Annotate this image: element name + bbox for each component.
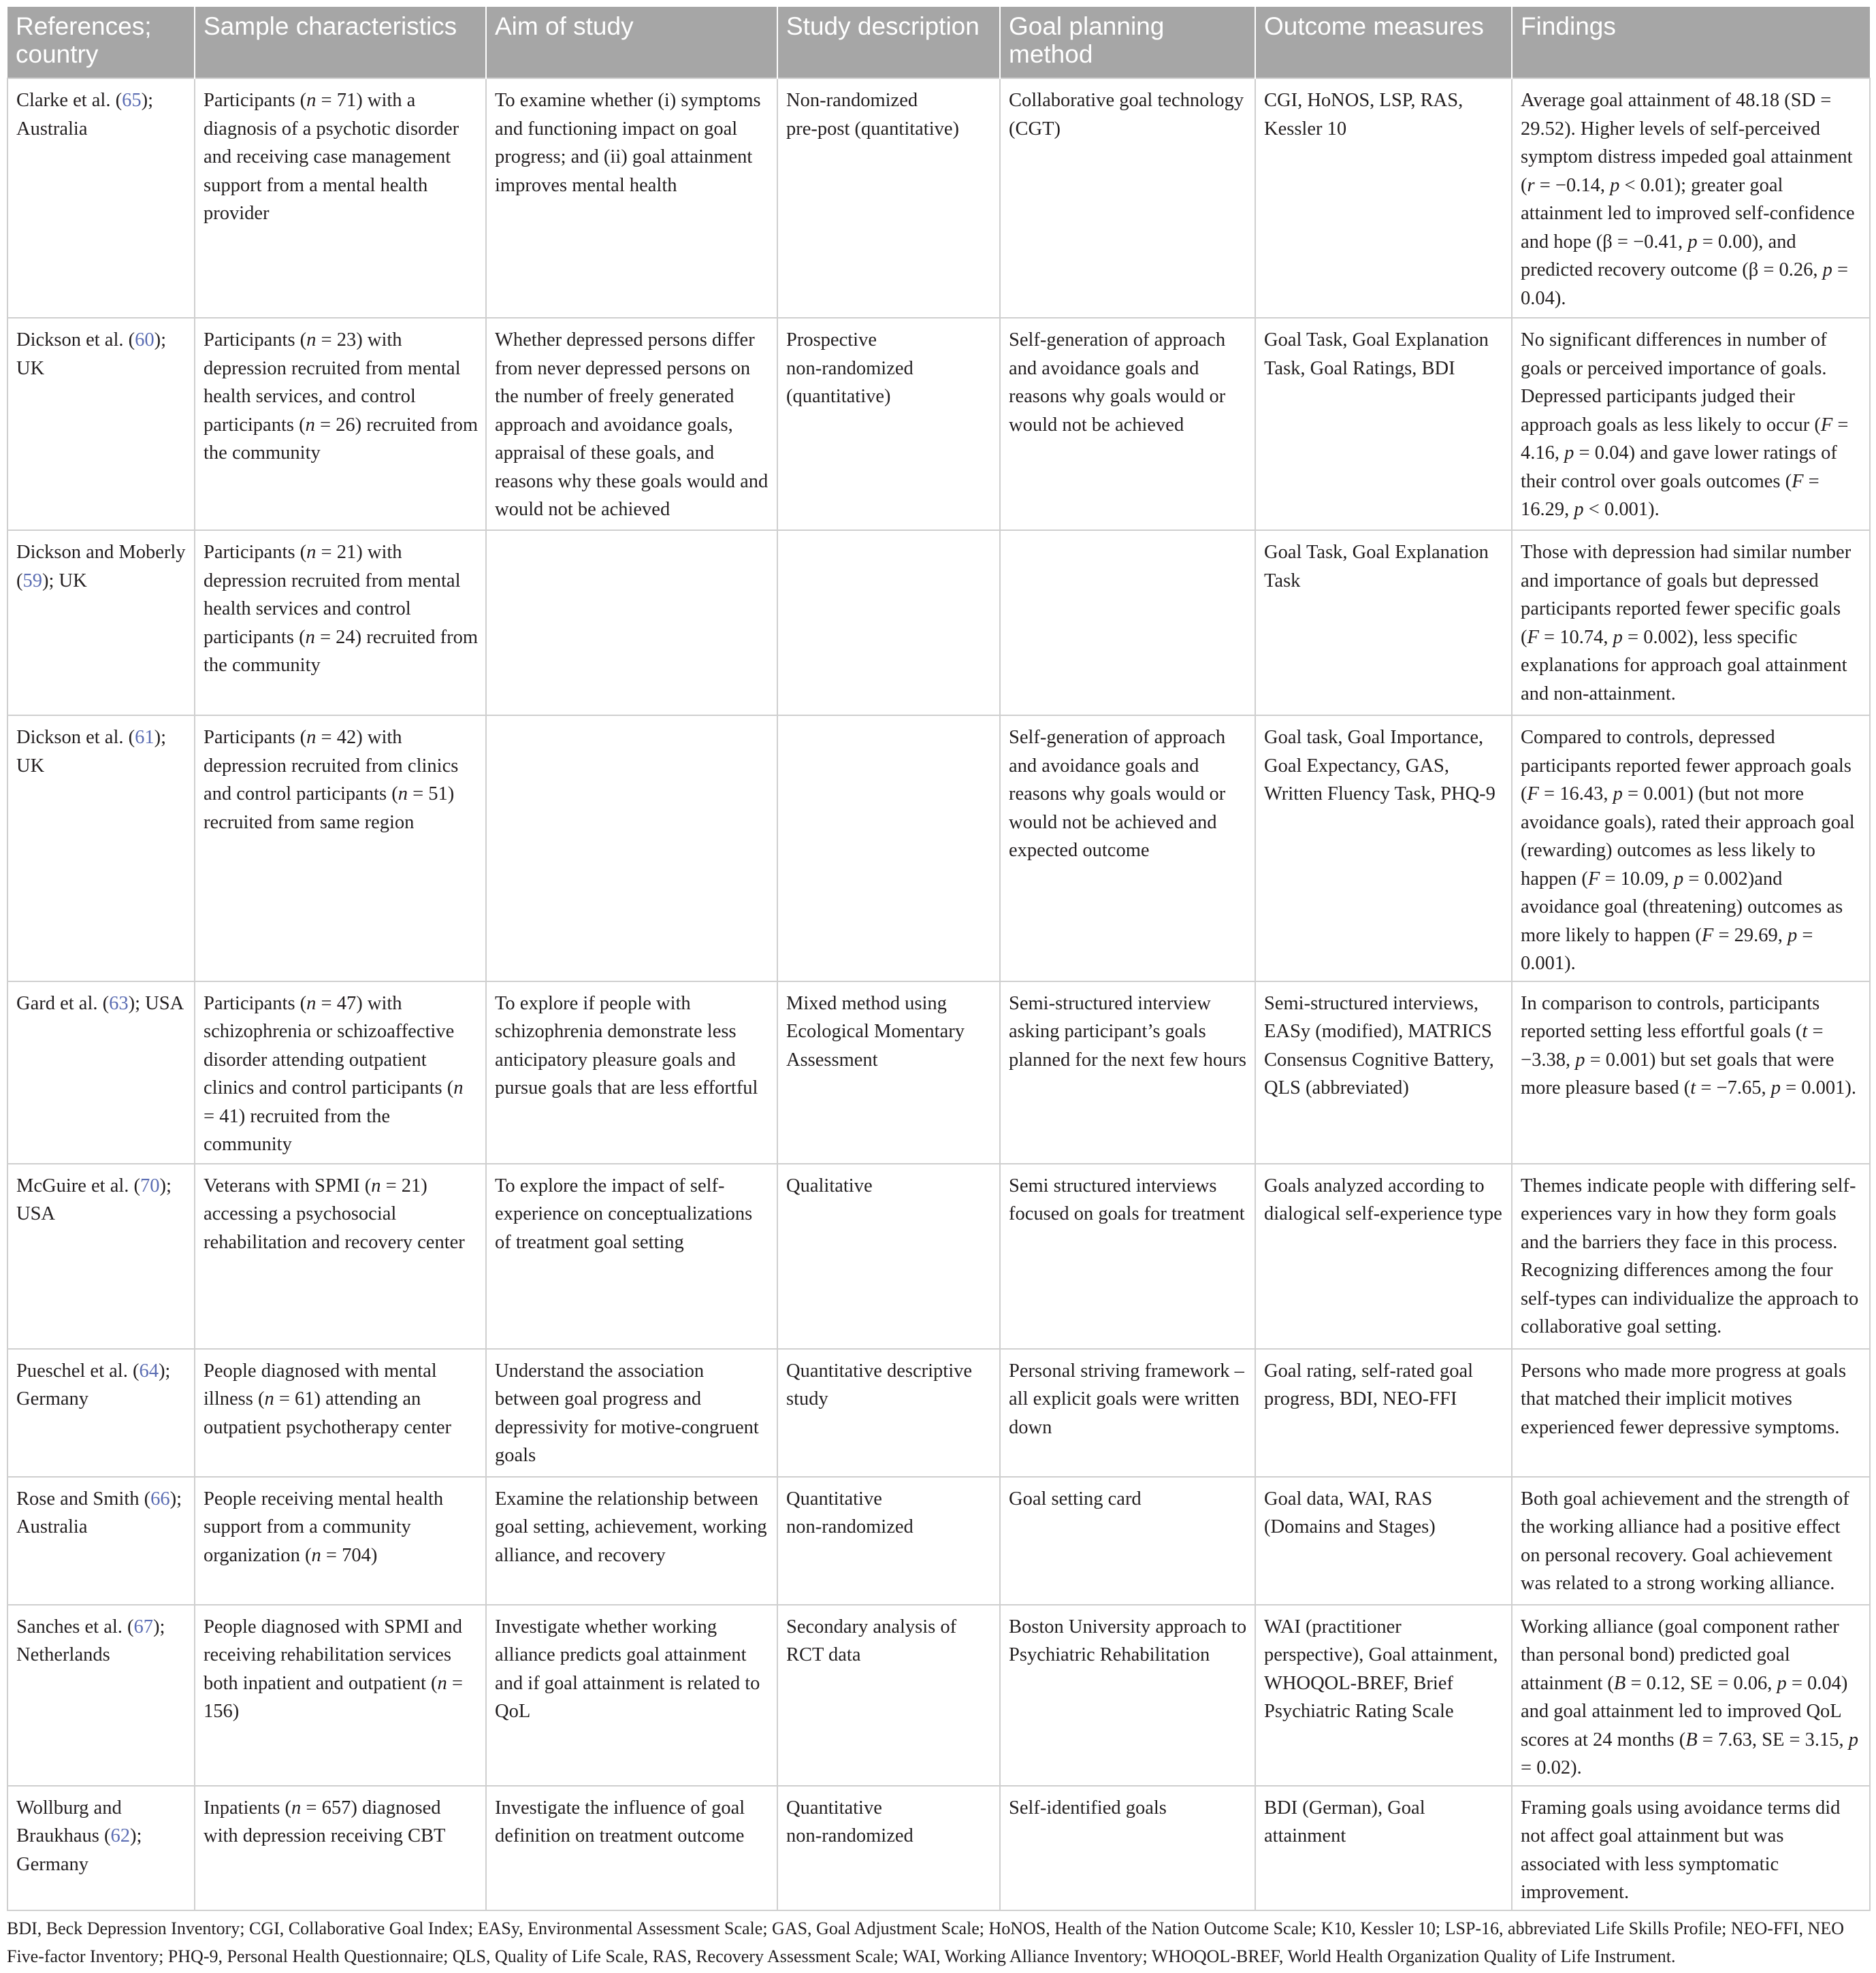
table-row (7, 715, 1870, 981)
reference-author: Rose and Smith ( (16, 1488, 151, 1510)
cell-goal-planning: Semi structured interviews focused on goals for treatment (1000, 1164, 1255, 1349)
cell-goal-planning: Goal setting card (1000, 1477, 1255, 1605)
col-header-sample: Sample characteristics (195, 7, 486, 78)
cell-sample: Participants (n = 47) with schizophrenia or schizoaffective disorder attending outpatient clinics and control participants (n = 41) recruited from the community (195, 981, 486, 1164)
cell-sample: Participants (n = 21) with depression recruited from mental health services and control participants (n = 24) recruited from the community (195, 530, 486, 715)
cell-outcome-measures: Goal data, WAI, RAS (Domains and Stages) (1255, 1477, 1512, 1605)
cell-outcome-measures: Goal rating, self-rated goal progress, BDI, NEO-FFI (1255, 1349, 1512, 1477)
reference-country: ); USA (16, 1175, 172, 1224)
abbreviations-footnote: BDI, Beck Depression Inventory; CGI, Collaborative Goal Index; EASy, Environmental Assessment Scale; GAS, Goal Adjustment Scale; HoNOS, Health of the Nation Outcome Scale; K10, Kessler 10; LSP-16, abbreviated Life Skills Profile; NEO-FFI, NEO Five-factor Inventory; PHQ-9, Personal Health Questionnaire; QLS, Quality of Life Scale, RAS, Recovery Assessment Scale; WAI, Working Alliance Inventory; WHOQOL-BREF, World Health Organization Quality of Life Instrument. (7, 1919, 1844, 1966)
cell-outcome-measures: Goal task, Goal Importance, Goal Expectancy, GAS, Written Fluency Task, PHQ-9 (1255, 715, 1512, 981)
cell-findings: In comparison to controls, participants reported setting less effortful goals (t = −3.38, p = 0.001) but set goals that were more pleasure based (t = −7.65, p = 0.001). (1512, 981, 1870, 1164)
table-row (7, 1477, 1870, 1605)
cell-aim: Examine the relationship between goal setting, achievement, working alliance, and recovery (486, 1477, 777, 1605)
cell-outcome-measures: Semi-structured interviews, EASy (modified), MATRICS Consensus Cognitive Battery, QLS (abbreviated) (1255, 981, 1512, 1164)
cell-sample: Inpatients (n = 657) diagnosed with depression receiving CBT (195, 1786, 486, 1910)
reference-author: Dickson and Moberly ( (16, 542, 186, 591)
cell-goal-planning: Self-identified goals (1000, 1786, 1255, 1910)
cell-goal-planning: Boston University approach to Psychiatric Rehabilitation (1000, 1605, 1255, 1786)
table-row (7, 1164, 1870, 1349)
citation-link[interactable]: 63 (109, 992, 129, 1014)
reference-country: ); UK (42, 570, 87, 591)
cell-aim (486, 715, 777, 981)
cell-findings: Persons who made more progress at goals that matched their implicit motives experienced fewer depressive symptoms. (1512, 1349, 1870, 1477)
cell-study-description: Non-randomized pre-post (quantitative) (777, 78, 1000, 318)
cell-reference (7, 1605, 195, 1786)
cell-reference (7, 1164, 195, 1349)
reference-country: ); Germany (16, 1360, 171, 1409)
cell-aim: To examine whether (i) symptoms and functioning impact on goal progress; and (ii) goal attainment improves mental health (486, 78, 777, 318)
reference-country: ); Netherlands (16, 1616, 165, 1665)
reference-country: ); Australia (16, 1488, 182, 1537)
table-body (7, 78, 1870, 1910)
cell-goal-planning: Self-generation of approach and avoidance goals and reasons why goals would or would not be achieved (1000, 318, 1255, 530)
cell-goal-planning: Semi-structured interview asking participant’s goals planned for the next few hours (1000, 981, 1255, 1164)
cell-reference (7, 530, 195, 715)
cell-goal-planning: Self-generation of approach and avoidance goals and reasons why goals would or would not be achieved and expected outcome (1000, 715, 1255, 981)
cell-reference (7, 715, 195, 981)
cell-outcome-measures: Goals analyzed according to dialogical self-experience type (1255, 1164, 1512, 1349)
citation-link[interactable]: 65 (122, 90, 142, 111)
cell-aim: To explore if people with schizophrenia demonstrate less anticipatory pleasure goals and pursue goals that are less effortful (486, 981, 777, 1164)
table-row (7, 1349, 1870, 1477)
cell-outcome-measures: CGI, HoNOS, LSP, RAS, Kessler 10 (1255, 78, 1512, 318)
cell-findings: Both goal achievement and the strength of the working alliance had a positive effect on personal recovery. Goal achievement was related to a strong working alliance. (1512, 1477, 1870, 1605)
col-header-study-description: Study description (777, 7, 1000, 78)
cell-findings: Those with depression had similar number and importance of goals but depressed participants reported fewer specific goals (F = 10.74, p = 0.002), less specific explanations for approach goal attainment and non-attainment. (1512, 530, 1870, 715)
cell-sample: Participants (n = 23) with depression recruited from mental health services, and control participants (n = 26) recruited from the community (195, 318, 486, 530)
cell-study-description: Secondary analysis of RCT data (777, 1605, 1000, 1786)
cell-sample: Participants (n = 71) with a diagnosis of a psychotic disorder and receiving case management support from a mental health provider (195, 78, 486, 318)
cell-aim: Whether depressed persons differ from never depressed persons on the number of freely generated approach and avoidance goals, appraisal of these goals, and reasons why these goals would and would not be achieved (486, 318, 777, 530)
cell-reference (7, 318, 195, 530)
reference-author: Wollburg and Braukhaus ( (16, 1797, 122, 1846)
cell-aim: Understand the association between goal progress and depressivity for motive-congruent goals (486, 1349, 777, 1477)
reference-country: ); Australia (16, 90, 154, 140)
reference-author: McGuire et al. ( (16, 1175, 141, 1196)
cell-reference (7, 981, 195, 1164)
citation-link[interactable]: 70 (140, 1175, 160, 1196)
reference-author: Dickson et al. ( (16, 329, 135, 350)
cell-reference (7, 1349, 195, 1477)
cell-study-description: Mixed method using Ecological Momentary Assessment (777, 981, 1000, 1164)
cell-study-description: Quantitative non-randomized (777, 1786, 1000, 1910)
reference-country: ); USA (128, 992, 184, 1014)
reference-author: Sanches et al. ( (16, 1616, 134, 1637)
col-header-findings: Findings (1512, 7, 1870, 78)
cell-outcome-measures: Goal Task, Goal Explanation Task, Goal Ratings, BDI (1255, 318, 1512, 530)
goal-studies-table-page (7, 7, 1869, 1911)
studies-table (7, 7, 1871, 1911)
cell-outcome-measures: Goal Task, Goal Explanation Task (1255, 530, 1512, 715)
reference-author: Gard et al. ( (16, 992, 110, 1014)
cell-study-description: Prospective non-randomized (quantitative) (777, 318, 1000, 530)
cell-study-description: Quantitative non-randomized (777, 1477, 1000, 1605)
table-row (7, 530, 1870, 715)
citation-link[interactable]: 60 (135, 329, 155, 350)
reference-author: Clarke et al. ( (16, 90, 123, 111)
cell-reference (7, 1786, 195, 1910)
cell-aim: To explore the impact of self-experience on conceptualizations of treatment goal setting (486, 1164, 777, 1349)
col-header-references: References; country (7, 7, 195, 78)
cell-study-description: Qualitative (777, 1164, 1000, 1349)
citation-link[interactable]: 62 (110, 1825, 131, 1846)
reference-author: Pueschel et al. ( (16, 1360, 140, 1382)
table-row (7, 318, 1870, 530)
col-header-outcome-measures: Outcome measures (1255, 7, 1512, 78)
cell-findings: Average goal attainment of 48.18 (SD = 29.52). Higher levels of self-perceived symptom distress impeded goal attainment (r = −0.14, p < 0.01); greater goal attainment led to improved self-confidence and hope (β = −0.41, p = 0.00), and predicted recovery outcome (β = 0.26, p = 0.04). (1512, 78, 1870, 318)
citation-link[interactable]: 67 (133, 1616, 154, 1637)
cell-reference (7, 1477, 195, 1605)
reference-country: ); Germany (16, 1825, 142, 1875)
cell-findings: Working alliance (goal component rather than personal bond) predicted goal attainment (B = 0.12, SE = 0.06, p = 0.04) and goal attainment led to improved QoL scores at 24 months (B = 7.63, SE = 3.15, p = 0.02). (1512, 1605, 1870, 1786)
table-header-row (7, 7, 1870, 78)
citation-link[interactable]: 59 (22, 570, 42, 591)
citation-link[interactable]: 64 (139, 1360, 159, 1382)
cell-goal-planning: Collaborative goal technology (CGT) (1000, 78, 1255, 318)
table-row (7, 981, 1870, 1164)
cell-outcome-measures: WAI (practitioner perspective), Goal attainment, WHOQOL-BREF, Brief Psychiatric Rating Scale (1255, 1605, 1512, 1786)
cell-findings: Framing goals using avoidance terms did not affect goal attainment but was associated with less symptomatic improvement. (1512, 1786, 1870, 1910)
cell-goal-planning (1000, 530, 1255, 715)
cell-outcome-measures: BDI (German), Goal attainment (1255, 1786, 1512, 1910)
table-row (7, 78, 1870, 318)
cell-aim: Investigate whether working alliance predicts goal attainment and if goal attainment is related to QoL (486, 1605, 777, 1786)
citation-link[interactable]: 61 (135, 727, 155, 748)
cell-sample: People diagnosed with SPMI and receiving rehabilitation services both inpatient and outpatient (n = 156) (195, 1605, 486, 1786)
cell-aim: Investigate the influence of goal definition on treatment outcome (486, 1786, 777, 1910)
cell-reference (7, 78, 195, 318)
cell-aim (486, 530, 777, 715)
table-row (7, 1786, 1870, 1910)
cell-sample: Veterans with SPMI (n = 21) accessing a psychosocial rehabilitation and recovery center (195, 1164, 486, 1349)
table-row (7, 1605, 1870, 1786)
cell-study-description (777, 530, 1000, 715)
cell-study-description: Quantitative descriptive study (777, 1349, 1000, 1477)
cell-findings: Compared to controls, depressed participants reported fewer approach goals (F = 16.43, p = 0.001) (but not more avoidance goals), rated their approach goal (rewarding) outcomes as less likely to happen (F = 10.09, p = 0.002)and avoidance goal (threatening) outcomes as more likely to happen (F = 29.69, p = 0.001). (1512, 715, 1870, 981)
citation-link[interactable]: 66 (150, 1488, 170, 1510)
cell-sample: Participants (n = 42) with depression recruited from clinics and control participants (n = 51) recruited from same region (195, 715, 486, 981)
col-header-goal-planning: Goal planning method (1000, 7, 1255, 78)
cell-sample: People diagnosed with mental illness (n = 61) attending an outpatient psychotherapy center (195, 1349, 486, 1477)
cell-findings: Themes indicate people with differing self-experiences vary in how they form goals and the barriers they face in this process. Recognizing differences among the four self-types can individualize the approach to collaborative goal setting. (1512, 1164, 1870, 1349)
cell-goal-planning: Personal striving framework – all explicit goals were written down (1000, 1349, 1255, 1477)
col-header-aim: Aim of study (486, 7, 777, 78)
cell-sample: People receiving mental health support from a community organization (n = 704) (195, 1477, 486, 1605)
cell-findings: No significant differences in number of goals or perceived importance of goals. Depressed participants judged their approach goals as less likely to occur (F = 4.16, p = 0.04) and gave lower ratings of their control over goals outcomes (F = 16.29, p < 0.001). (1512, 318, 1870, 530)
reference-country: ); UK (16, 727, 167, 777)
reference-country: ); UK (16, 329, 167, 379)
reference-author: Dickson et al. ( (16, 727, 135, 748)
cell-study-description (777, 715, 1000, 981)
